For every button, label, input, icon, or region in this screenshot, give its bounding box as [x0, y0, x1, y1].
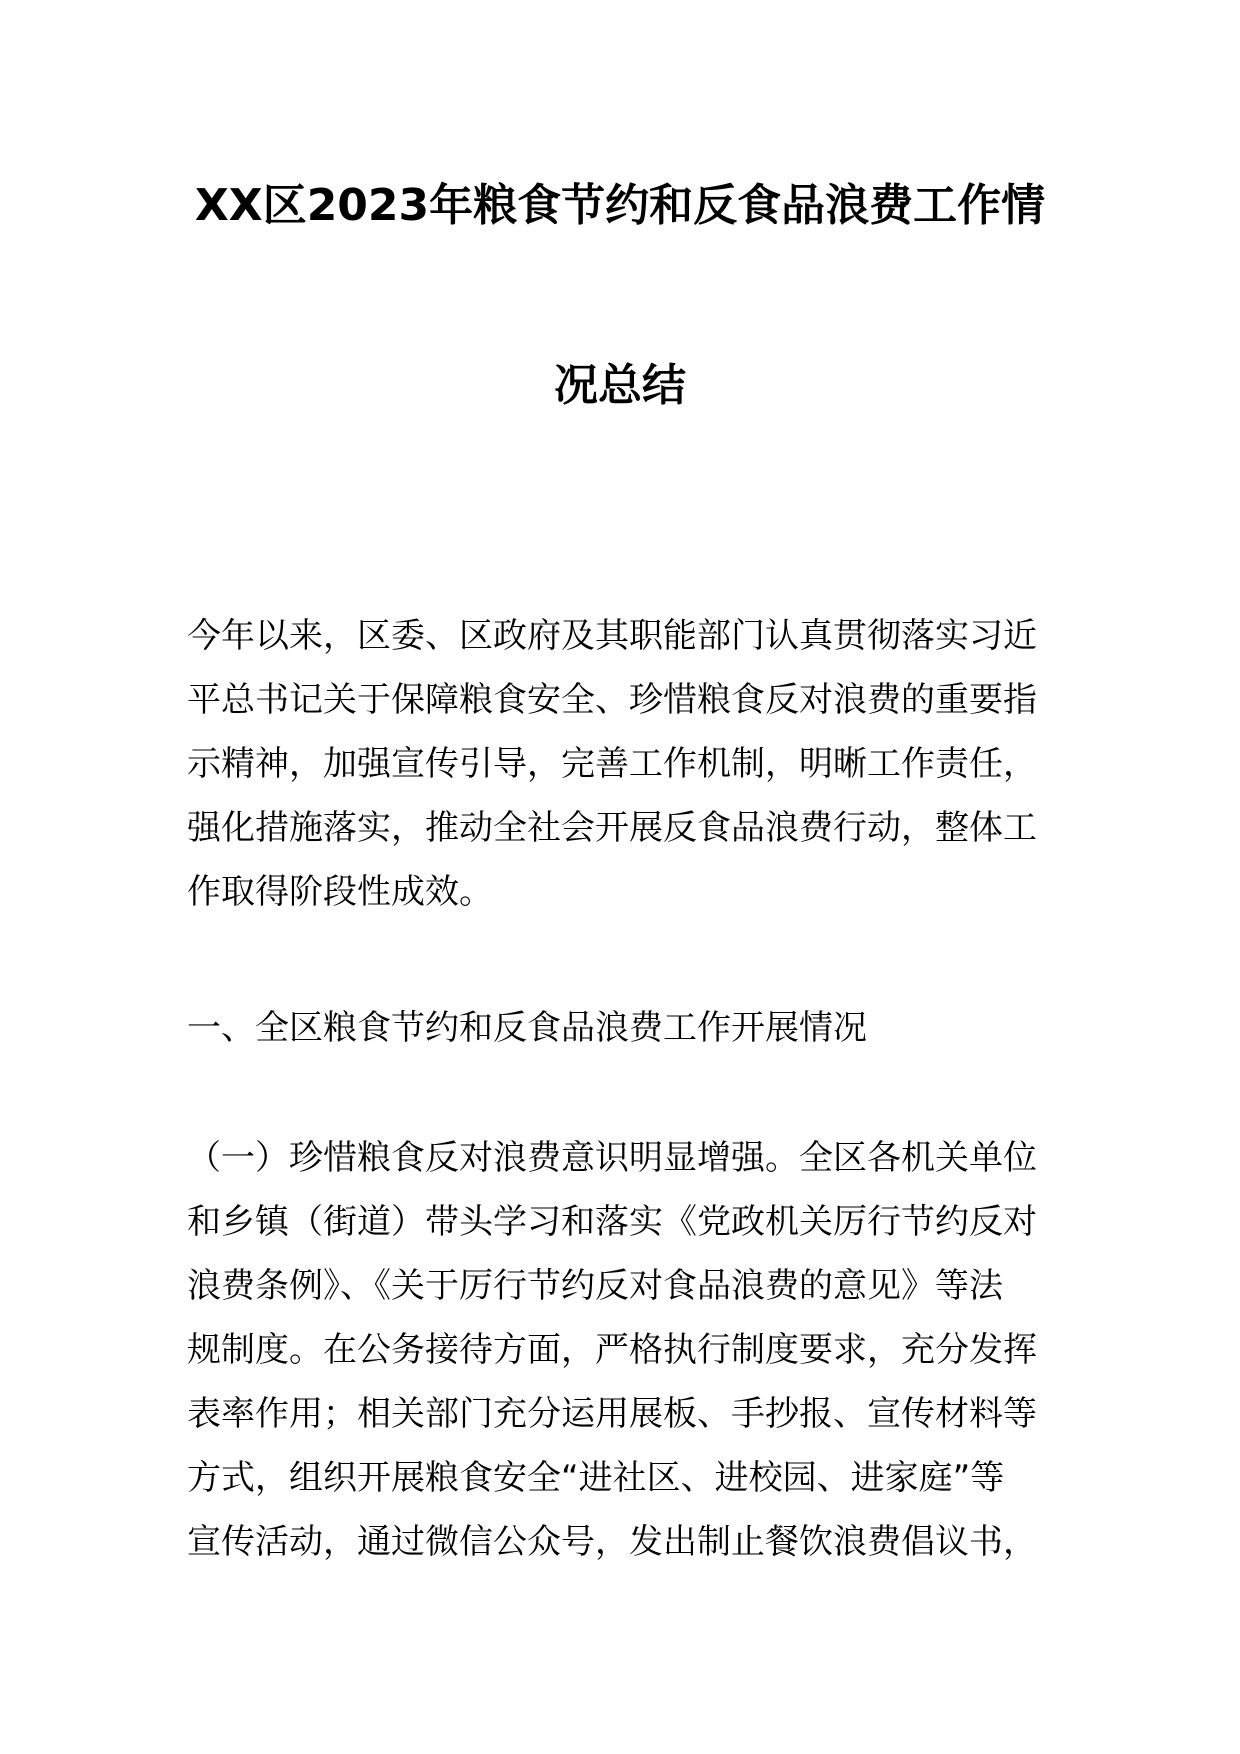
- section-paragraph: [187, 1126, 1053, 1574]
- paragraph-line: 浪费条例》、《关于厉行节约反对食品浪费的意见》等法: [187, 1266, 1003, 1306]
- paragraph-line: 示精神，加强宣传引导，完善工作机制，明晰工作责任，: [187, 744, 1037, 784]
- paragraph-line: 规制度。在公务接待方面，严格执行制度要求，充分发挥: [187, 1330, 1037, 1370]
- paragraph-line: 宣传活动，通过微信公众号，发出制止餐饮浪费倡议书，: [187, 1522, 1037, 1562]
- paragraph-line: 和乡镇（街道）带头学习和落实《党政机关厉行节约反对: [187, 1202, 1037, 1242]
- intro-paragraph: [187, 604, 1053, 924]
- section-heading: 一、全区粮食节约和反食品浪费工作开展情况: [187, 1008, 867, 1048]
- paragraph-line: 表率作用；相关部门充分运用展板、手抄报、宣传材料等: [187, 1394, 1037, 1434]
- paragraph-line: 今年以来，区委、区政府及其职能部门认真贯彻落实习近: [187, 616, 1037, 656]
- document-title-line-1: XX区2023年粮食节约和反食品浪费工作情: [194, 180, 1046, 231]
- paragraph-line: 平总书记关于保障粮食安全、珍惜粮食反对浪费的重要指: [187, 680, 1037, 720]
- paragraph-line: 作取得阶段性成效。: [187, 872, 493, 912]
- paragraph-line: 方式，组织开展粮食安全“进社区、进校园、进家庭”等: [187, 1458, 1005, 1498]
- paragraph-line: 强化措施落实，推动全社会开展反食品浪费行动，整体工: [187, 808, 1037, 848]
- paragraph-line: （一）珍惜粮食反对浪费意识明显增强。全区各机关单位: [187, 1138, 1037, 1178]
- document-title-line-2: 况总结: [554, 360, 686, 411]
